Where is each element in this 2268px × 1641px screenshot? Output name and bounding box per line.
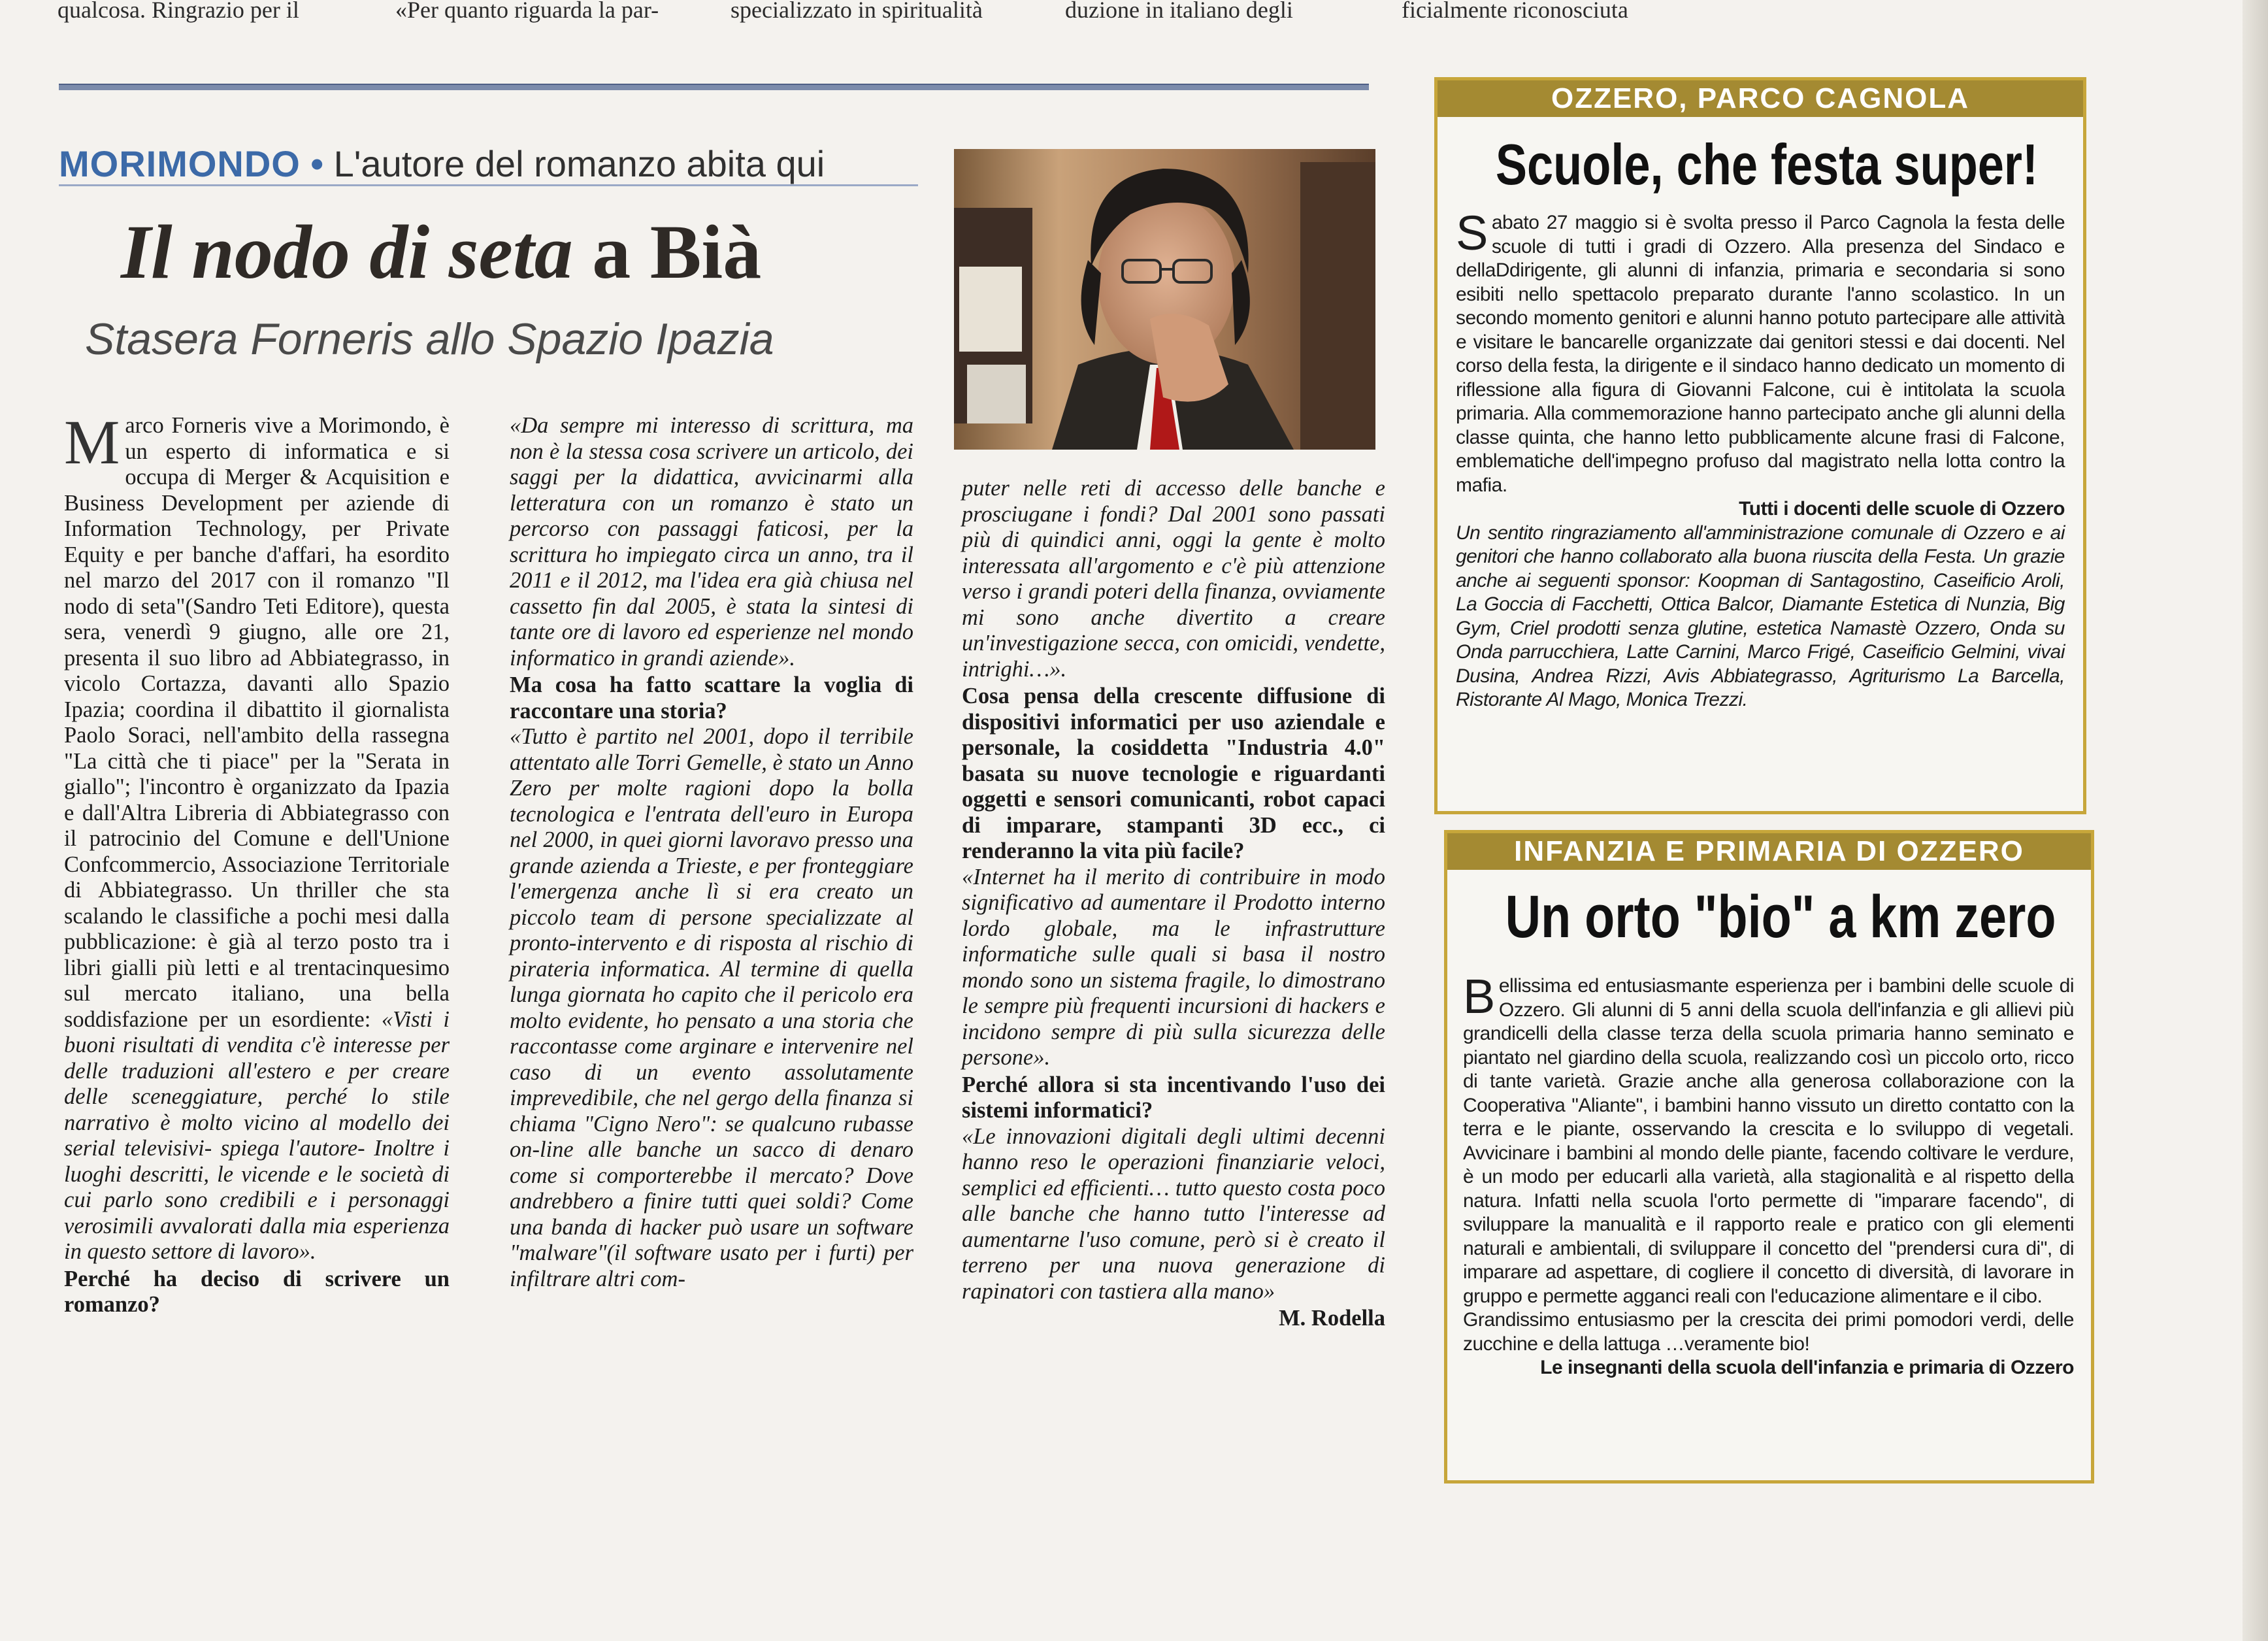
box1-text: abato 27 maggio si è svolta presso il Parco Cagnola la festa delle scuole di tutti i gradi di Ozzero. Alla presenza del Sindaco e dellaDdirigente, gli alunni di infanzia, primaria e secondaria si sono esibiti nello spettacolo preparato durante l'anno scolastico. In un secondo momento genitori e alunni hanno potuto partecipare alle attività e visitare le bancarelle organizzate dai genitori stessi e dai docenti. Nel corso della festa, la dirigente e il sindaco hanno dedicato un momento di riflessione alla figura di Giovanni Falcone, cui è intitolata la scuola primaria. Alla commemorazione hanno partecipato anche gli alunni della classe quinta, che hanno letto pubblicamente alcune frasi di Falcone, emblematiche dell'impegno profuso dal magistrato nella lotta contro la mafia. [1456,212,2065,496]
headline-rest: a Bià [572,209,762,295]
drop-cap-m: M [64,407,120,477]
answer-4: «Le innovazioni digitali degli ultimi decenni hanno reso le operazioni finanziarie veloci, semplici ed efficienti… tutto questo costa poco alle banche che hanno tutto l'interesse ad aumentarne l'uso comune, però si è creato il terreno per una nuova generazione di rapinatori con tastiera alla mano» [962,1123,1385,1304]
article-column-2 [510,413,913,1293]
box2-text-2: Grandissimo entusiasmo per la crescita dei primi pomodori verdi, delle zucchine e della lattuga …veramente bio! [1463,1309,2074,1355]
box2-title: Un orto "bio" a km zero [1505,884,2056,950]
author-photo [954,149,1375,450]
byline: M. Rodella [1279,1306,1385,1331]
answer-2-continued: puter nelle reti di accesso delle banche e prosciugane i fondi? Dal 2001 sono passati più di quindici anni, oggi la gente è molto interessata all'argomento e c'è più attenzione verso i grandi poteri della finanza, ovviamente mi sono anche divertito a creare un'investigazione secca, con omicidi, vendette, intrighi…». [962,476,1385,682]
fragment-4: duzione in italiano degli [1065,0,1293,23]
box2-drop-cap: B [1463,969,1495,1023]
author-portrait-image [954,149,1375,450]
question-4: Perché allora si sta incentivando l'uso dei sistemi informatici? [962,1072,1385,1123]
article-column-1 [64,407,450,1318]
box1-signature: Tutti i docenti delle scuole di Ozzero [1739,498,2065,520]
section-rule [59,84,1369,90]
ozzero-festa-box [1434,77,2086,814]
box1-body [1456,206,2065,712]
box1-title: Scuole, che festa super! [1495,132,2039,197]
article-column-3 [962,476,1385,1333]
answer-2: «Tutto è partito nel 2001, dopo il terribile attentato alle Torri Gemelle, è stato un Anno Zero per molte ragioni dopo la bolla tecnologica e l'entrata dell'euro in Europa nel 2000, in quei giorni lavoravo presso una grande azienda a Trieste, e per fronteggiare l'emergenza anche lì si era creato un piccolo team di persone specializzate al pronto-intervento e di risposta al rischio di pirateria informatica. Al termine di quella lunga giornata ho capito che il pericolo era molto evidente, ho pensato a una storia che raccontasse come arginare e intervenire nel caso di un evento assolutamente imprevedibile, che nel gergo della finanza si chiama "Cigno Nero": se qualcuno rubasse on-line alle banche un sacco di denaro come si comporterebbe il mercato? Dove andrebbero a finire tutti quei soldi? Come una banda di hacker può usare un software "malware"(il software usato per i furti) per infiltrare altri com- [510,724,913,1291]
kicker-place: MORIMONDO [59,143,301,184]
answer-1: «Da sempre mi interesso di scrittura, ma non è la stessa cosa scrivere un articolo, dei saggi per la didattica, avvicinarmi alla letteratura con un romanzo è stato un percorso con passaggi faticosi, per la scrittura ho impiegato circa un anno, tra il 2011 e il 2012, ma l'idea era già chiusa nel cassetto fin dal 2005, è stata la sintesi di tante ore di lavoro ed esperienze nel mondo informatico in grandi aziende». [510,413,913,671]
article-quote-1: «Visti i buoni risultati di vendita c'è interesse per delle traduzioni all'estero e per creare delle sceneggiature, perché lo stile narrativo è molto vicino al modello dei serial televisivi- spiega l'autore- Inoltre i luoghi descritti, le vicende e le società di cui parlo sono credibili e i personaggi verosimili avvalorati dalla mia esperienza in questo settore di lavoro». [64,1006,450,1264]
fragment-1: qualcosa. Ringrazio per il [58,0,299,23]
ozzero-orto-box [1444,830,2094,1484]
box2-body [1463,969,2074,1380]
fragment-3: specializzato in spiritualità [731,0,983,23]
question-2: Ma cosa ha fatto scattare la voglia di raccontare una storia? [510,672,913,723]
box2-text: ellissima ed entusiasmante esperienza per i bambini delle scuole di Ozzero. Gli alunni di 5 anni della scuola dell'infanzia e gli allievi più grandicelli della classe terza della scuola primaria hanno seminato e piantato nel giardino della scuola, realizzando così un piccolo orto, ricco di tante varietà. Grazie anche alla generosa collaborazione con la Cooperativa "Aliante", i bambini hanno vissuto un diretto contatto con la terra e le piante, osservando la crescita e lo sviluppo di vegetali. Avvicinare i bambini al mondo delle piante, facendo coltivare le verdure, è un modo per educarli alla varietà, alla stagionalità e al rispetto della natura. Infatti nella scuola l'orto permette di "imparare facendo", di sviluppare la manualità e il rapporto reale e pratico con gli elementi naturali e ambientali, di sviluppare il concetto del "prendersi cura di", di imparare ad aspettare, di cogliere il concetto di diversità, di lavorare in gruppo e permette agganci reali con l'educazione alimentare e il cibo. [1463,975,2074,1307]
box1-band: OZZERO, PARCO CAGNOLA [1438,80,2083,117]
answer-3: «Internet ha il merito di contribuire in modo significativo ad aumentare il Prodotto interno lordo globale, ma le infrastrutture informatiche sulle quali si basa il nostro mondo sono un sistema fragile, lo dimostrano le sempre più frequenti incursioni di hackers e incidono sempre di più sulla sicurezza delle persone». [962,864,1385,1070]
article-kicker [59,142,918,186]
question-1: Perché ha deciso di scrivere un romanzo? [64,1266,450,1317]
fragment-5: ficialmente riconosciuta [1402,0,1628,23]
kicker-text: L'autore del romanzo abita qui [333,143,825,184]
box1-drop-cap: S [1456,206,1488,260]
box2-band: INFANZIA E PRIMARIA DI OZZERO [1447,833,2091,870]
article-headline [121,208,761,297]
article-subhead: Stasera Forneris allo Spazio Ipazia [85,314,774,364]
box2-signature: Le insegnanti della scuola dell'infanzia e primaria di Ozzero [1540,1357,2074,1378]
question-3: Cosa pensa della crescente diffusione di dispositivi informatici per uso aziendale e personale, la cosiddetta "Industria 4.0" basata su nuove tecnologie e riguardanti oggetti e sensori comunicanti, robot capaci di imparare, stampanti 3D ecc., ci renderanno la vita più facile? [962,684,1385,863]
box1-thanks: Un sentito ringraziamento all'amministrazione comunale di Ozzero e ai genitori che hanno collaborato alla buona riuscita della Festa. Un grazie anche ai seguenti sponsor: Koopman di Santagostino, Caseificio Aroli, La Goccia di Facchetti, Ottica Balcor, Diamante Estetica di Nunzia, Big Gym, Criel prodotti senza glutine, estetica Namastè Ozzero, Onda su Onda parrucchiera, Latte Carnini, Marco Frigé, Caseificio Gelmini, vivai Dusina, Andrea Rizzi, Avis Abbiategrasso, Agriturismo La Barcella, Ristorante Al Mago, Monica Trezzi. [1456,522,2065,710]
page-fold [2243,0,2268,1641]
kicker-separator: • [310,143,324,184]
article-intro: arco Forneris vive a Morimondo, è un esperto di informatica e si occupa di Merger & Acquisition e Business Development per aziende di Information Technology, per Private Equity e per banche d'affari, ha esordito nel marzo del 2017 con il romanzo "Il nodo di seta"(Sandro Teti Editore), questa sera, venerdì 9 giugno, alle ore 21, presenta il suo libro ad Abbiategrasso, in vicolo Cortazza, davanti allo Spazio Ipazia; coordina il dibattito il giornalista Paolo Soraci, nell'ambito della rassegna "La città che ti piace" per la "Serata in giallo"; l'incontro è organizzato da Ipazia e dall'Altra Libreria di Abbiategrasso con il patrocinio del Comune e dell'Unione Confcommercio, Associazione Territoriale di Abbiategrasso. Un thriller che sta scalando le classifiche a pochi mesi dalla pubblicazione: è già al terzo posto tra i libri gialli più letti e al trentacinquesimo sul mercato italiano, una bella soddisfazione per un esordiente: [64,413,450,1032]
headline-italic: Il nodo di seta [121,209,573,295]
fragment-2: «Per quanto riguarda la par- [395,0,659,23]
